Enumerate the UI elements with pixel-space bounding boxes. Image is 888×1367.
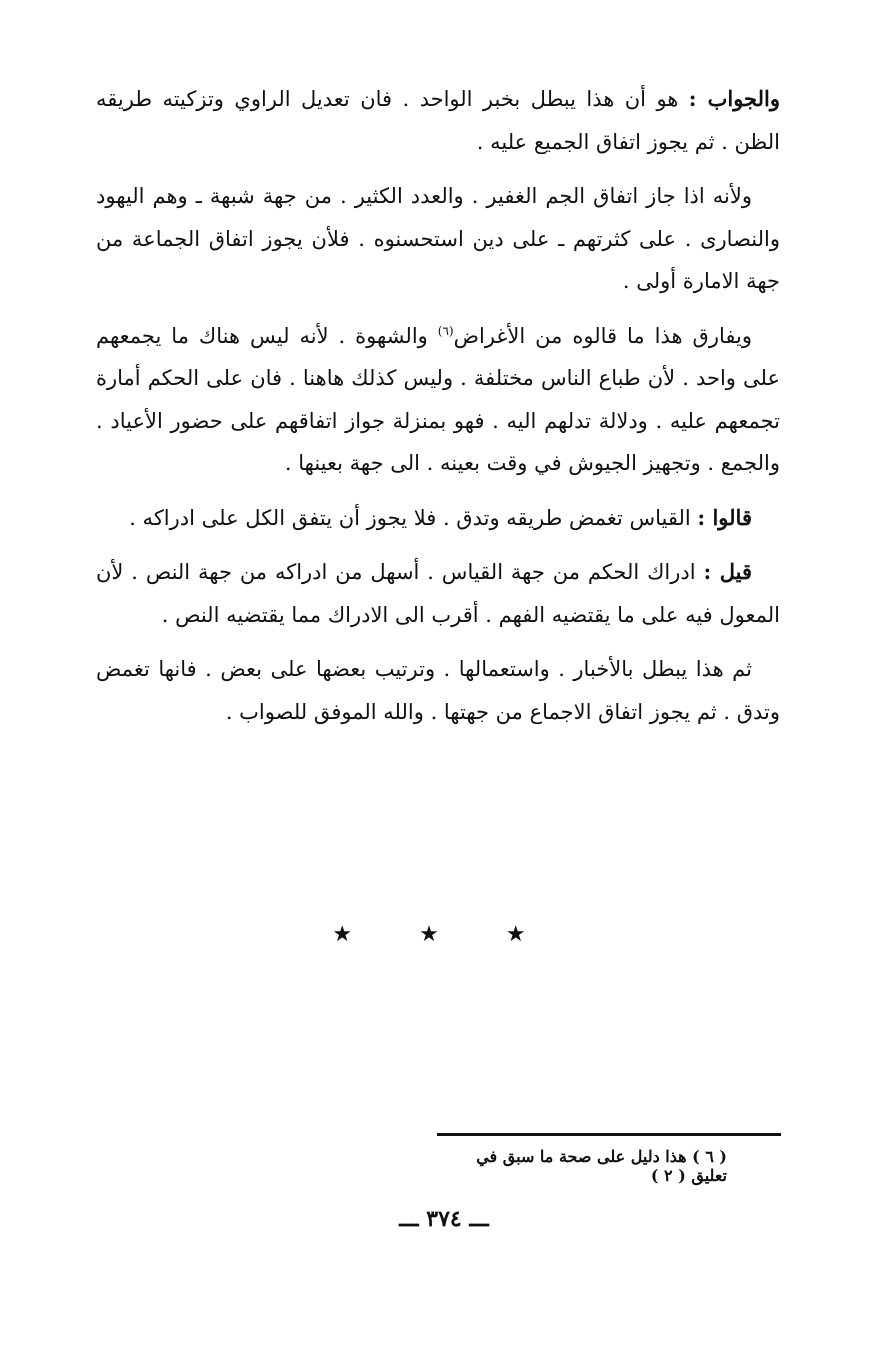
paragraph-reply — [96, 551, 780, 636]
paragraph-text: ولأنه اذا جاز اتفاق الجم الغفير . والعدد الكثير . من جهة شبهة ـ وهم اليهود والنصارى . على كثرتهم ـ على دين استحسنوه . فلأن يجوز اتفاق الجماعة من جهة الامارة أولى . — [96, 184, 780, 293]
paragraph-text: والشهوة . لأنه ليس هناك ما يجمعهم على واحد . لأن طباع الناس مختلفة . وليس كذلك هاهنا . فان على الحكم أمارة تجمعهم عليه . ودلالة تدلهم اليه . فهو بمنزلة جواز اتفاقهم على حضور الأعياد . والجمع . وتجهيز الجيوش في وقت بعينه . الى جهة بعينها . — [96, 323, 780, 475]
paragraph-text-start: ويفارق هذا ما قالوه من الأغراض — [453, 323, 752, 348]
paragraph-text: القياس تغمض طريقه وتدق . فلا يجوز أن يتفق الكل على ادراكه . — [129, 505, 698, 530]
footnote: ( ٦ ) هذا دليل على صحة ما سبق في تعليق ( ٢ ) — [476, 1147, 727, 1185]
section-separator: ★ ★ ★ — [332, 922, 556, 947]
paragraph-text: ثم هذا يبطل بالأخبار . واستعمالها . وترتيب بعضها على بعض . فانها تغمض وتدق . ثم يجوز اتفاق الاجماع من جهتها . والله الموفق للصواب . — [96, 657, 780, 724]
paragraph-lead: والجواب : — [688, 86, 780, 111]
paragraph-difference — [96, 315, 780, 485]
paragraph-conclusion — [96, 648, 780, 733]
main-text — [96, 78, 780, 745]
paragraph-text: ادراك الحكم من جهة القياس . أسهل من ادراكه من جهة النص . لأن المعول فيه على ما يقتضيه الفهم . أقرب الى الادراك مما يقتضيه النص . — [96, 560, 780, 627]
footnote-divider — [437, 1133, 781, 1136]
page-number: ـــ ٣٧٤ ـــ — [399, 1206, 489, 1232]
paragraph-lead: قيل : — [703, 559, 752, 584]
footnote-marker: (٦) — [437, 323, 454, 338]
paragraph-text: هو أن هذا يبطل بخبر الواحد . فان تعديل الراوي وتزكيته طريقه الظن . ثم يجوز اتفاق الجميع عليه . — [96, 87, 780, 154]
paragraph-objection — [96, 497, 780, 540]
paragraph-crowd-agreement — [96, 175, 780, 303]
paragraph-answer — [96, 78, 780, 163]
paragraph-lead: قالوا : — [697, 504, 752, 530]
